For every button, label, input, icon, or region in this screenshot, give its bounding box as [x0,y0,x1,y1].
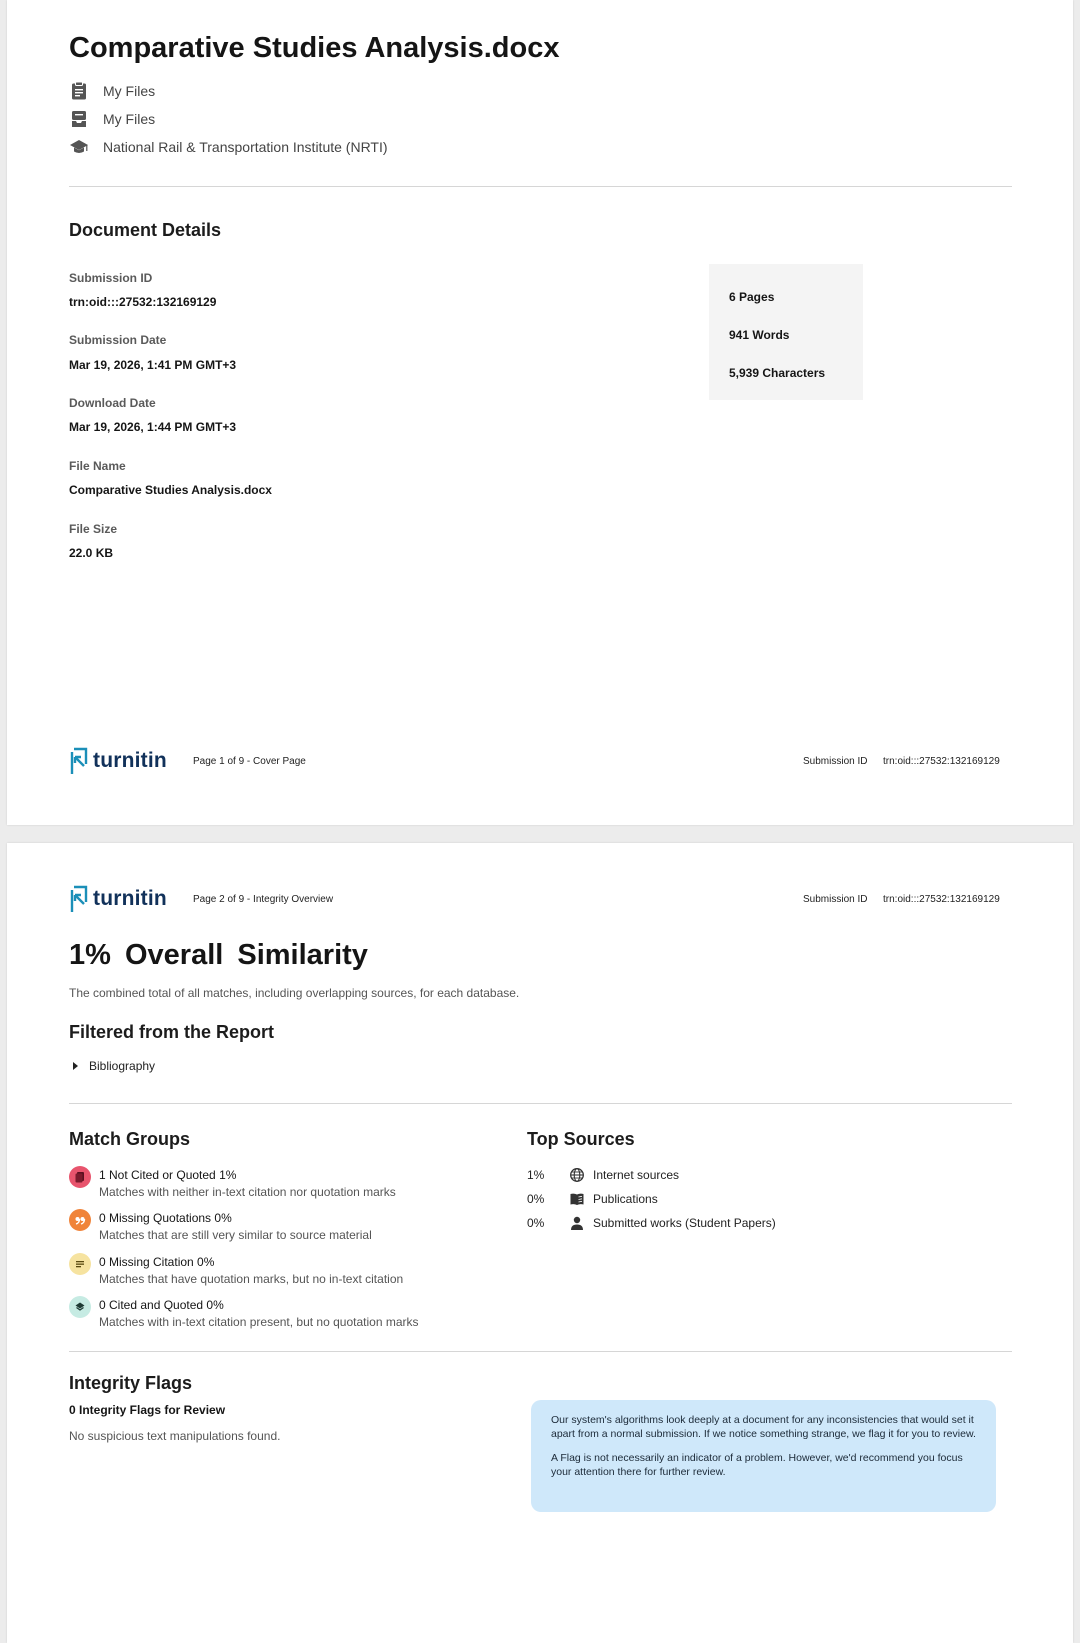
book-icon [569,1191,585,1207]
integrity-info-box [531,1400,996,1512]
match-group-title: 0 Cited and Quoted 0% [99,1298,224,1312]
info-paragraph: A Flag is not necessarily an indicator of a problem. However, we'd recommend you focus your attention there for further review. [551,1452,963,1478]
download-date-label: Download Date [69,396,156,410]
bullet-triangle-icon [73,1062,78,1070]
submission-id: trn:oid:::27532:132169129 [883,756,1000,767]
document-title: Comparative Studies Analysis.docx [69,32,560,64]
turnitin-logo [69,746,167,776]
integrity-flags-heading: Integrity Flags [69,1373,193,1393]
top-sources-heading: Top Sources [527,1129,635,1149]
layers-icon [69,1296,91,1318]
submission-label: Submission ID [803,894,868,905]
page-label: Page 2 of 9 - Integrity Overview [193,894,334,905]
cover-page [7,0,1073,825]
document-icon [69,1166,91,1188]
source-label: Submitted works (Student Papers) [593,1216,776,1230]
meta-text: My Files [103,83,156,99]
quote-icon [69,1209,91,1231]
top-source-internet [527,1166,679,1184]
turnitin-logo-icon [69,884,89,914]
globe-icon [569,1167,585,1183]
source-percent: 1% [527,1168,545,1182]
document-details-heading: Document Details [69,220,222,240]
graduation-cap-icon [69,137,89,157]
match-group-desc: Matches that are still very similar to source material [99,1228,372,1242]
meta-text: National Rail & Transportation Institute (NRTI) [103,139,388,155]
integrity-overview-page [7,843,1073,1643]
turnitin-logo-text: turnitin [93,749,167,772]
integrity-flags-count: 0 Integrity Flags for Review [69,1403,226,1417]
divider [69,186,1012,187]
characters-count: 5,939 Characters [729,366,826,380]
source-label: Publications [593,1192,658,1206]
page-label: Page 1 of 9 - Cover Page [193,756,306,767]
source-label: Internet sources [593,1168,680,1182]
meta-text: My Files [103,111,156,127]
person-icon [569,1215,585,1231]
top-source-submitted-works [527,1214,776,1232]
submission-id-value: trn:oid:::27532:132169129 [69,295,217,309]
download-date-value: Mar 19, 2026, 1:44 PM GMT+3 [69,420,237,434]
file-name-value: Comparative Studies Analysis.docx [69,483,272,497]
info-paragraph: Our system's algorithms look deeply at a document for any inconsistencies that would set it apart from a normal submission. If we notice something strange, we flag it for you to review. [551,1414,976,1440]
submission-id-label: Submission ID [69,271,153,285]
match-group-title: 1 Not Cited or Quoted 1% [99,1168,237,1182]
filtered-item [73,1059,155,1073]
match-group-desc: Matches with in-text citation present, but no quotation marks [99,1315,419,1329]
lines-icon [69,1253,91,1275]
source-percent: 0% [527,1216,545,1230]
similarity-description: The combined total of all matches, including overlapping sources, for each database. [69,986,520,1000]
match-group-desc: Matches with neither in-text citation nor quotation marks [99,1185,396,1199]
submission-date-label: Submission Date [69,333,167,347]
file-name-label: File Name [69,459,126,473]
match-group-missing-citation [69,1253,489,1293]
match-group-title: 0 Missing Quotations 0% [99,1211,232,1225]
match-group-missing-quotations [69,1209,489,1249]
integrity-flags-description: No suspicious text manipulations found. [69,1429,281,1443]
source-percent: 0% [527,1192,545,1206]
match-groups-heading: Match Groups [69,1129,191,1149]
overall-similarity-heading: 1% Overall Similarity [69,939,368,971]
document-stats-box [709,264,863,400]
clipboard-icon [69,81,89,101]
top-source-publications [527,1190,658,1208]
meta-row-inbox [69,108,155,130]
meta-row-folder [69,80,155,102]
turnitin-logo-text: turnitin [93,887,167,910]
turnitin-logo-icon [69,746,89,776]
match-group-desc: Matches that have quotation marks, but no in-text citation [99,1272,404,1286]
divider [69,1351,1012,1352]
file-size-label: File Size [69,522,118,536]
divider [69,1103,1012,1104]
filtered-item-label: Bibliography [89,1059,156,1073]
submission-label: Submission ID [803,756,868,767]
match-group-not-cited [69,1166,489,1206]
words-count: 941 Words [729,328,790,342]
submission-id: trn:oid:::27532:132169129 [883,894,1000,905]
meta-row-institution [69,136,388,158]
submission-date-value: Mar 19, 2026, 1:41 PM GMT+3 [69,358,237,372]
pages-count: 6 Pages [729,290,775,304]
file-size-value: 22.0 KB [69,546,114,560]
inbox-icon [69,109,89,129]
match-group-cited-quoted [69,1296,489,1336]
turnitin-logo [69,884,167,914]
filtered-heading: Filtered from the Report [69,1022,275,1042]
match-group-title: 0 Missing Citation 0% [99,1255,215,1269]
